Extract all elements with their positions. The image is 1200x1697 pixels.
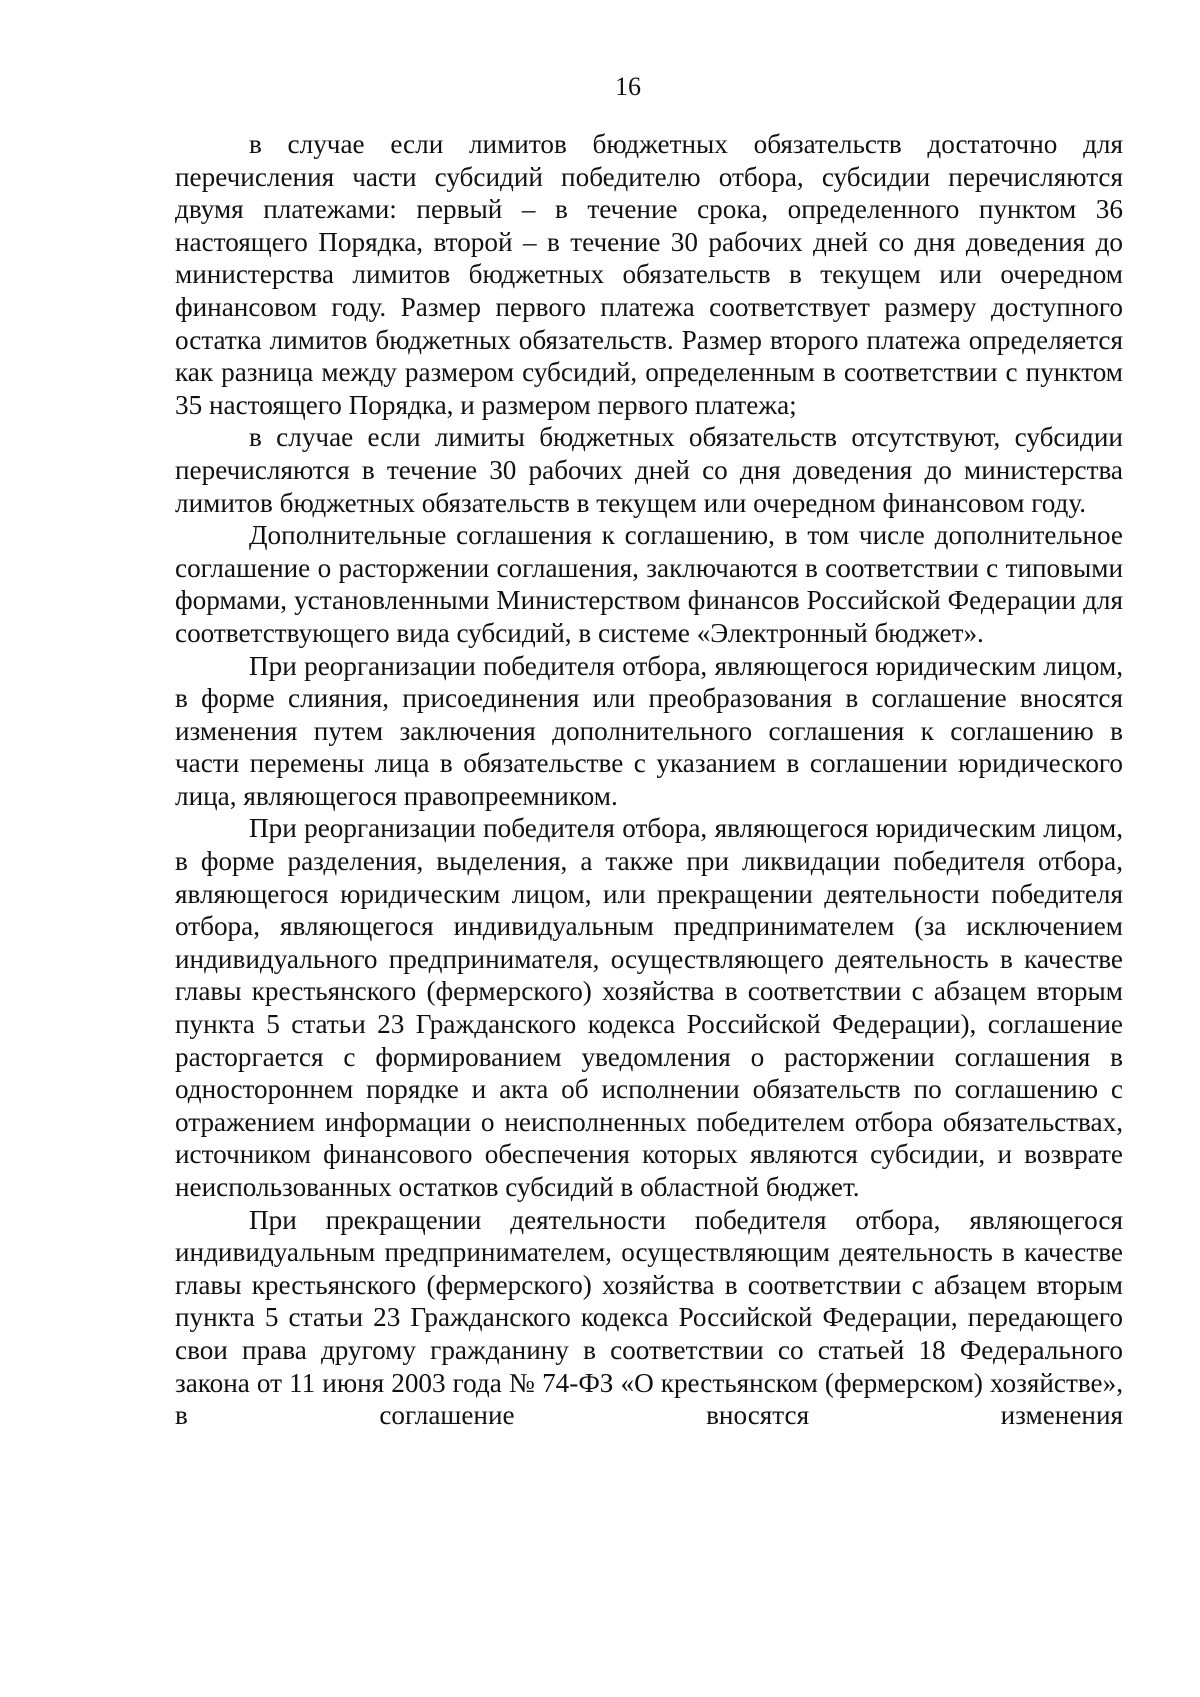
- page-number: 16: [615, 72, 641, 101]
- paragraph-reorganization-division: При реорганизации победителя отбора, являющегося юридическим лицом, в форме разделения, выделения, а также при ликвидации победителя отбора, являющегося юридическим лицом, или прекращении деятельности победителя отбора, являющегося индивидуальным предпринимателем (за исключением индивидуального предпринимателя, осуществляющего деятельность в качестве главы крестьянского (фермерского) хозяйства в соответствии с абзацем вторым пункта 5 статьи 23 Гражданского кодекса Российской Федерации), соглашение расторгается с формированием уведомления о расторжении соглашения в одностороннем порядке и акта об исполнении обязательств по соглашению с отражением информации о неисполненных победителем отбора обязательствах, источником финансового обеспечения которых являются субсидии, и возврате неиспользованных остатков субсидий в областной бюджет.: [175, 813, 1123, 1202]
- paragraph-reorganization-merger: При реорганизации победителя отбора, являющегося юридическим лицом, в форме слияния, присоединения или преобразования в соглашение вносятся изменения путем заключения дополнительного соглашения к соглашению в части перемены лица в обязательстве с указанием в соглашении юридического лица, являющегося правопреемником.: [175, 650, 1123, 811]
- paragraph-farm-termination: При прекращении деятельности победителя отбора, являющегося индивидуальным предпринимателем, осуществляющим деятельность в качестве главы крестьянского (фермерского) хозяйства в соответствии с абзацем вторым пункта 5 статьи 23 Гражданского кодекса Российской Федерации, передающего свои права другому гражданину в соответствии со статьей 18 Федерального закона от 11 июня 2003 года № 74-ФЗ «О крестьянском (фермерском) хозяйстве», в соглашение вносятся изменения: [175, 1204, 1123, 1431]
- paragraph-no-limits: в случае если лимиты бюджетных обязательств отсутствуют, субсидии перечисляются в течение 30 рабочих дней со дня доведения до министерства лимитов бюджетных обязательств в текущем или очередном финансовом году.: [175, 422, 1123, 518]
- document-body: [175, 128, 1123, 1432]
- paragraph-additional-agreements: Дополнительные соглашения к соглашению, в том числе дополнительное соглашение о расторжении соглашения, заключаются в соответствии с типовыми формами, установленными Министерством финансов Российской Федерации для соответствующего вида субсидий, в системе «Электронный бюджет».: [175, 520, 1123, 648]
- paragraph-partial-payment: в случае если лимитов бюджетных обязательств достаточно для перечисления части субсидий победителю отбора, субсидии перечисляются двумя платежами: первый – в течение срока, определенного пунктом 36 настоящего Порядка, второй – в течение 30 рабочих дней со дня доведения до министерства лимитов бюджетных обязательств в текущем или очередном финансовом году. Размер первого платежа соответствует размеру доступного остатка лимитов бюджетных обязательств. Размер второго платежа определяется как разница между размером субсидий, определенным в соответствии с пунктом 35 настоящего Порядка, и размером первого платежа;: [175, 129, 1123, 420]
